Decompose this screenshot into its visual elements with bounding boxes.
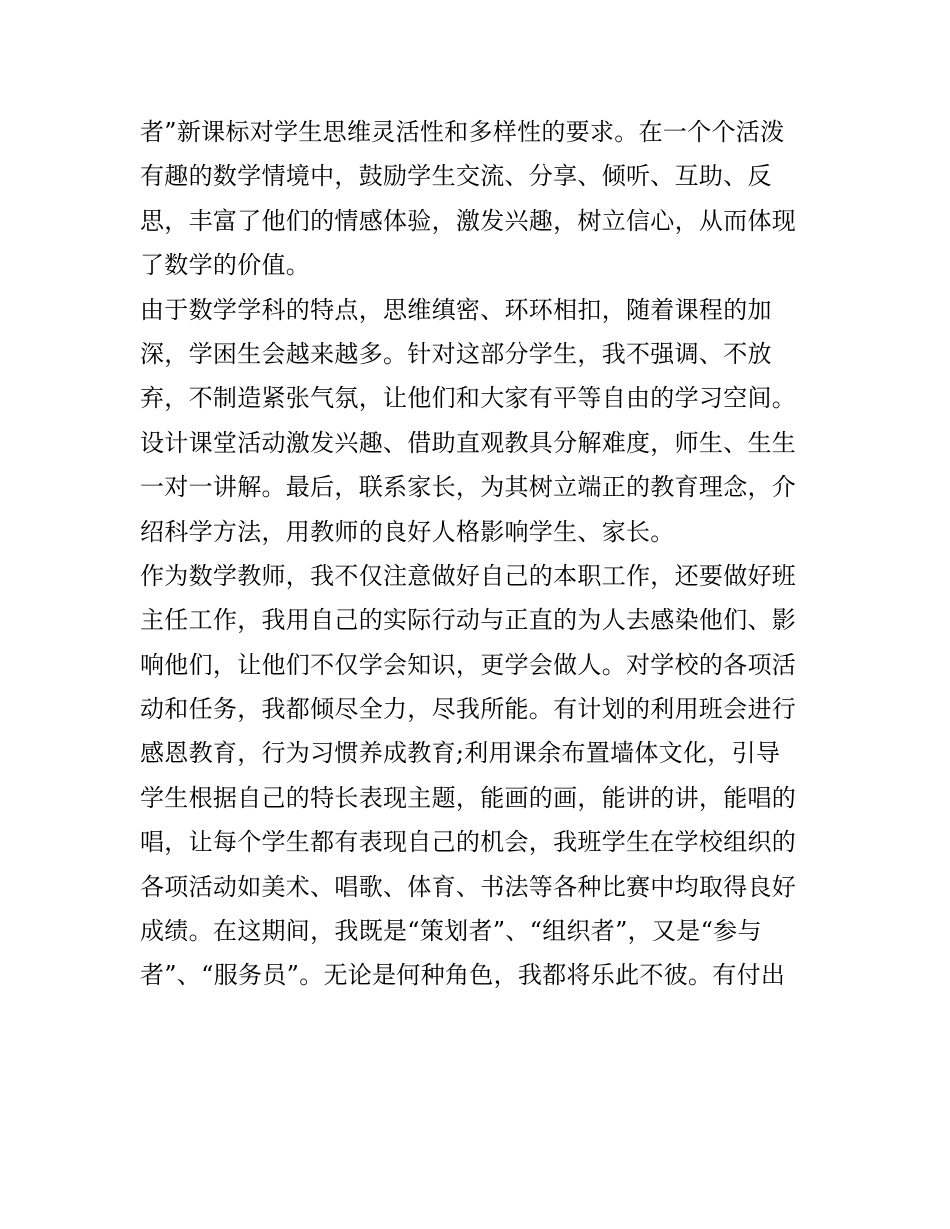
text-line: 成绩。在这期间，我既是“策划者”、“组织者”，又是“参与: [140, 917, 762, 946]
text-line: 有趣的数学情境中，鼓励学生交流、分享、倾听、互助、反: [140, 162, 772, 191]
text-line: 动和任务，我都倾尽全力，尽我所能。有计划的利用班会进行: [140, 695, 797, 724]
text-line: 弃，不制造紧张气氛，让他们和大家有平等自由的学习空间。: [140, 384, 797, 413]
text-line: 感恩教育，行为习惯养成教育;利用课余布置墙体文化，引导: [140, 739, 781, 768]
text-line: 设计课堂活动激发兴趣、借助直观教具分解难度，师生、生生: [140, 428, 797, 457]
text-line: 者”、“服务员”。无论是何种角色，我都将乐此不彼。有付出: [140, 961, 786, 990]
text-line: 作为数学教师，我不仅注意做好自己的本职工作，还要做好班: [140, 561, 797, 590]
text-line: 由于数学学科的特点，思维缜密、环环相扣，随着课程的加: [140, 295, 772, 324]
text-line: 了数学的价值。: [140, 251, 311, 280]
text-line: 各项活动如美术、唱歌、体育、书法等各种比赛中均取得良好: [140, 872, 797, 901]
text-line: 者”新课标对学生思维灵活性和多样性的要求。在一个个活泼: [140, 118, 785, 146]
text-line: 深，学困生会越来越多。针对这部分学生，我不强调、不放: [140, 339, 772, 368]
text-line: 绍科学方法，用教师的良好人格影响学生、家长。: [140, 517, 675, 546]
text-line: 学生根据自己的特长表现主题，能画的画，能讲的讲，能唱的: [140, 783, 797, 812]
body-text: [140, 110, 820, 998]
text-line: 主任工作，我用自己的实际行动与正直的为人去感染他们、影: [140, 606, 797, 635]
text-line: 唱，让每个学生都有表现自己的机会，我班学生在学校组织的: [140, 828, 797, 857]
text-line: 一对一讲解。最后，联系家长，为其树立端正的教育理念，介: [140, 473, 797, 502]
text-line: 响他们，让他们不仅学会知识，更学会做人。对学校的各项活: [140, 650, 797, 679]
text-line: 思，丰富了他们的情感体验，激发兴趣，树立信心，从而体现: [140, 206, 797, 235]
